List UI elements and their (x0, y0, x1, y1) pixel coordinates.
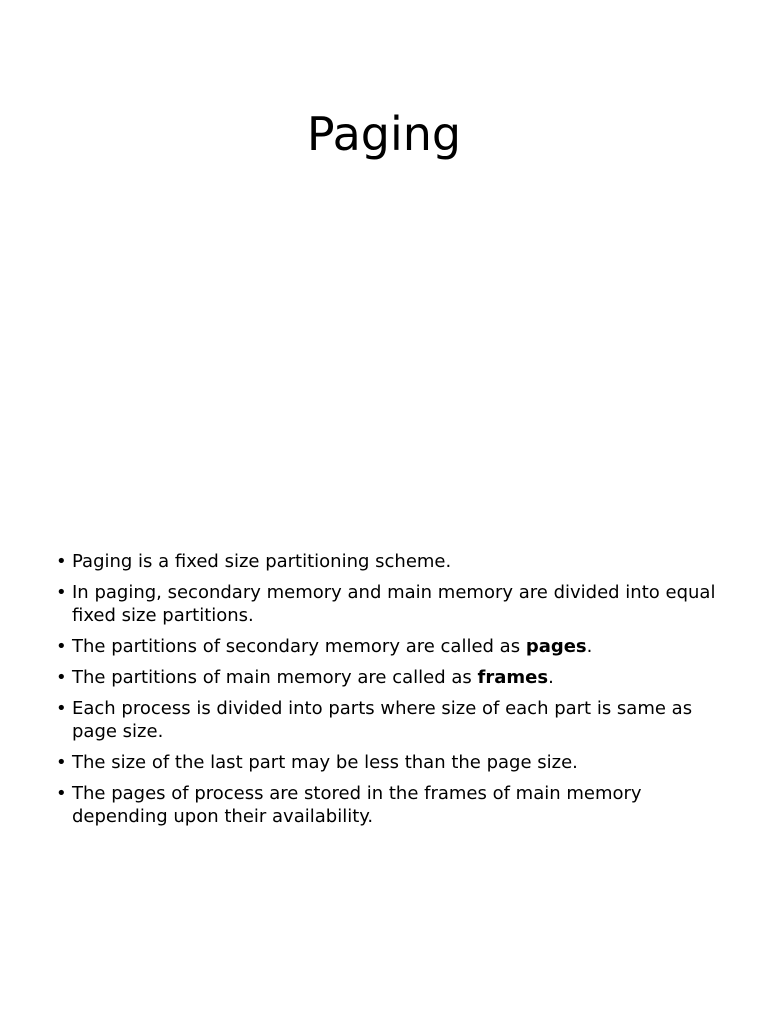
slide-title: Paging (306, 107, 462, 161)
bullet-text: The partitions of main memory are called as (72, 667, 478, 688)
bullet-icon: • (56, 551, 67, 572)
list-item (56, 666, 726, 689)
bullet-bold-term: frames (477, 667, 549, 688)
bullet-icon: • (56, 636, 67, 657)
bullet-text: Each process is divided into parts where size of each part is same as page size. (72, 698, 693, 742)
bullet-text: In paging, secondary memory and main memory are divided into equal fixed size partitions. (72, 582, 716, 626)
bullet-text-suffix: . (586, 636, 593, 657)
bullet-icon: • (56, 698, 67, 719)
bullet-icon: • (56, 783, 67, 804)
list-item (56, 782, 726, 828)
bullet-list (56, 550, 726, 836)
bullet-bold-term: pages (525, 636, 587, 657)
bullet-text: Paging is a fixed size partitioning scheme. (72, 551, 452, 572)
bullet-icon: • (56, 667, 67, 688)
bullet-icon: • (56, 752, 67, 773)
bullet-text: The size of the last part may be less than the page size. (72, 752, 578, 773)
bullet-text: The pages of process are stored in the frames of main memory depending upon their availability. (72, 783, 642, 827)
list-item (56, 697, 726, 743)
list-item (56, 635, 726, 658)
list-item (56, 550, 726, 573)
bullet-text-suffix: . (548, 667, 554, 688)
bullet-icon: • (56, 582, 67, 603)
list-item (56, 581, 726, 627)
bullet-text: The partitions of secondary memory are called as (72, 636, 526, 657)
list-item (56, 751, 726, 774)
